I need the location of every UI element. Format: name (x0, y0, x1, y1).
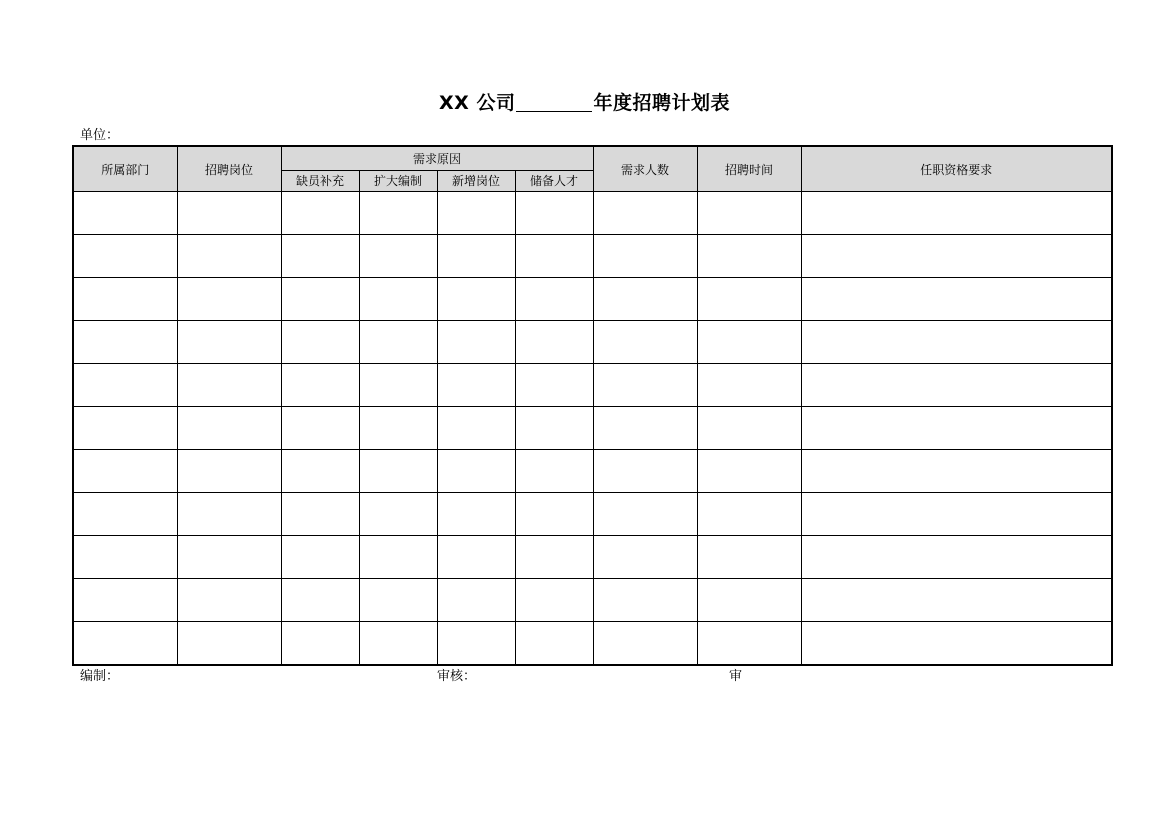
cell-time[interactable] (697, 278, 801, 321)
cell-reason-reserve[interactable] (515, 364, 593, 407)
cell-position[interactable] (177, 493, 281, 536)
header-reason-vacancy: 缺员补充 (281, 170, 359, 191)
cell-qualifications[interactable] (801, 407, 1112, 450)
cell-time[interactable] (697, 450, 801, 493)
table-row (73, 450, 1112, 493)
year-blank-line (516, 93, 592, 112)
cell-reason-reserve[interactable] (515, 235, 593, 278)
cell-position[interactable] (177, 321, 281, 364)
table-body (73, 192, 1112, 666)
cell-reason-new-position[interactable] (437, 622, 515, 666)
cell-reason-expansion[interactable] (359, 536, 437, 579)
table-row (73, 192, 1112, 235)
cell-reason-vacancy[interactable] (281, 192, 359, 235)
cell-department[interactable] (73, 192, 177, 235)
cell-department[interactable] (73, 493, 177, 536)
cell-headcount[interactable] (593, 536, 697, 579)
recruitment-plan-table (72, 145, 1113, 666)
cell-time[interactable] (697, 235, 801, 278)
cell-headcount[interactable] (593, 407, 697, 450)
cell-time[interactable] (697, 493, 801, 536)
cell-reason-vacancy[interactable] (281, 493, 359, 536)
header-reason-new-position: 新增岗位 (437, 170, 515, 191)
cell-reason-expansion[interactable] (359, 493, 437, 536)
cell-reason-vacancy[interactable] (281, 235, 359, 278)
cell-reason-new-position[interactable] (437, 192, 515, 235)
cell-time[interactable] (697, 321, 801, 364)
cell-reason-reserve[interactable] (515, 450, 593, 493)
footer-reviewed-by: 审核： (437, 669, 477, 684)
table-row (73, 278, 1112, 321)
cell-department[interactable] (73, 536, 177, 579)
unit-label: 单位： (80, 128, 120, 143)
cell-reason-vacancy[interactable] (281, 579, 359, 622)
page-title (0, 88, 1169, 115)
cell-reason-vacancy[interactable] (281, 622, 359, 666)
cell-department[interactable] (73, 278, 177, 321)
table-row (73, 493, 1112, 536)
header-department: 所属部门 (73, 146, 177, 192)
cell-reason-expansion[interactable] (359, 450, 437, 493)
table-row (73, 364, 1112, 407)
cell-headcount[interactable] (593, 192, 697, 235)
cell-qualifications[interactable] (801, 321, 1112, 364)
cell-position[interactable] (177, 450, 281, 493)
cell-headcount[interactable] (593, 321, 697, 364)
table-row (73, 536, 1112, 579)
footer-prepared-by: 编制： (80, 669, 120, 684)
table-row (73, 235, 1112, 278)
cell-reason-new-position[interactable] (437, 579, 515, 622)
cell-qualifications[interactable] (801, 579, 1112, 622)
header-reason-expansion: 扩大编制 (359, 170, 437, 191)
cell-reason-reserve[interactable] (515, 321, 593, 364)
cell-reason-vacancy[interactable] (281, 536, 359, 579)
cell-reason-new-position[interactable] (437, 364, 515, 407)
cell-qualifications[interactable] (801, 278, 1112, 321)
cell-qualifications[interactable] (801, 622, 1112, 666)
table-row (73, 321, 1112, 364)
cell-qualifications[interactable] (801, 235, 1112, 278)
cell-headcount[interactable] (593, 622, 697, 666)
cell-position[interactable] (177, 536, 281, 579)
cell-reason-vacancy[interactable] (281, 450, 359, 493)
cell-qualifications[interactable] (801, 450, 1112, 493)
table-row (73, 622, 1112, 666)
cell-reason-new-position[interactable] (437, 450, 515, 493)
cell-reason-vacancy[interactable] (281, 364, 359, 407)
cell-department[interactable] (73, 450, 177, 493)
cell-reason-expansion[interactable] (359, 579, 437, 622)
cell-headcount[interactable] (593, 579, 697, 622)
cell-reason-new-position[interactable] (437, 321, 515, 364)
cell-reason-reserve[interactable] (515, 536, 593, 579)
cell-position[interactable] (177, 579, 281, 622)
cell-reason-expansion[interactable] (359, 235, 437, 278)
cell-reason-expansion[interactable] (359, 321, 437, 364)
header-qualifications: 任职资格要求 (801, 146, 1112, 192)
cell-reason-reserve[interactable] (515, 278, 593, 321)
cell-department[interactable] (73, 321, 177, 364)
cell-headcount[interactable] (593, 278, 697, 321)
cell-reason-new-position[interactable] (437, 536, 515, 579)
cell-qualifications[interactable] (801, 192, 1112, 235)
footer-approved-by: 审 (729, 669, 743, 684)
title-prefix: XX 公司 (439, 92, 516, 114)
cell-reason-new-position[interactable] (437, 278, 515, 321)
cell-time[interactable] (697, 407, 801, 450)
cell-position[interactable] (177, 278, 281, 321)
cell-reason-new-position[interactable] (437, 235, 515, 278)
cell-headcount[interactable] (593, 493, 697, 536)
cell-position[interactable] (177, 235, 281, 278)
cell-position[interactable] (177, 622, 281, 666)
cell-reason-new-position[interactable] (437, 407, 515, 450)
cell-position[interactable] (177, 192, 281, 235)
cell-reason-vacancy[interactable] (281, 278, 359, 321)
cell-qualifications[interactable] (801, 536, 1112, 579)
cell-reason-vacancy[interactable] (281, 407, 359, 450)
cell-reason-vacancy[interactable] (281, 321, 359, 364)
cell-reason-reserve[interactable] (515, 579, 593, 622)
cell-headcount[interactable] (593, 450, 697, 493)
cell-time[interactable] (697, 192, 801, 235)
cell-department[interactable] (73, 364, 177, 407)
cell-reason-reserve[interactable] (515, 192, 593, 235)
cell-reason-new-position[interactable] (437, 493, 515, 536)
cell-headcount[interactable] (593, 235, 697, 278)
cell-position[interactable] (177, 407, 281, 450)
cell-reason-reserve[interactable] (515, 407, 593, 450)
cell-department[interactable] (73, 235, 177, 278)
cell-reason-expansion[interactable] (359, 622, 437, 666)
table-row (73, 407, 1112, 450)
cell-time[interactable] (697, 579, 801, 622)
header-time: 招聘时间 (697, 146, 801, 192)
cell-position[interactable] (177, 364, 281, 407)
header-reason-reserve: 储备人才 (515, 170, 593, 191)
table-row (73, 579, 1112, 622)
cell-reason-expansion[interactable] (359, 278, 437, 321)
header-position: 招聘岗位 (177, 146, 281, 192)
cell-qualifications[interactable] (801, 493, 1112, 536)
header-reason-group: 需求原因 (281, 146, 593, 170)
cell-reason-expansion[interactable] (359, 192, 437, 235)
cell-reason-reserve[interactable] (515, 493, 593, 536)
cell-time[interactable] (697, 622, 801, 666)
cell-headcount[interactable] (593, 364, 697, 407)
title-suffix: 年度招聘计划表 (593, 92, 730, 114)
cell-reason-reserve[interactable] (515, 622, 593, 666)
cell-department[interactable] (73, 622, 177, 666)
cell-reason-expansion[interactable] (359, 407, 437, 450)
cell-reason-expansion[interactable] (359, 364, 437, 407)
header-headcount: 需求人数 (593, 146, 697, 192)
cell-qualifications[interactable] (801, 364, 1112, 407)
cell-department[interactable] (73, 407, 177, 450)
cell-department[interactable] (73, 579, 177, 622)
cell-time[interactable] (697, 536, 801, 579)
cell-time[interactable] (697, 364, 801, 407)
